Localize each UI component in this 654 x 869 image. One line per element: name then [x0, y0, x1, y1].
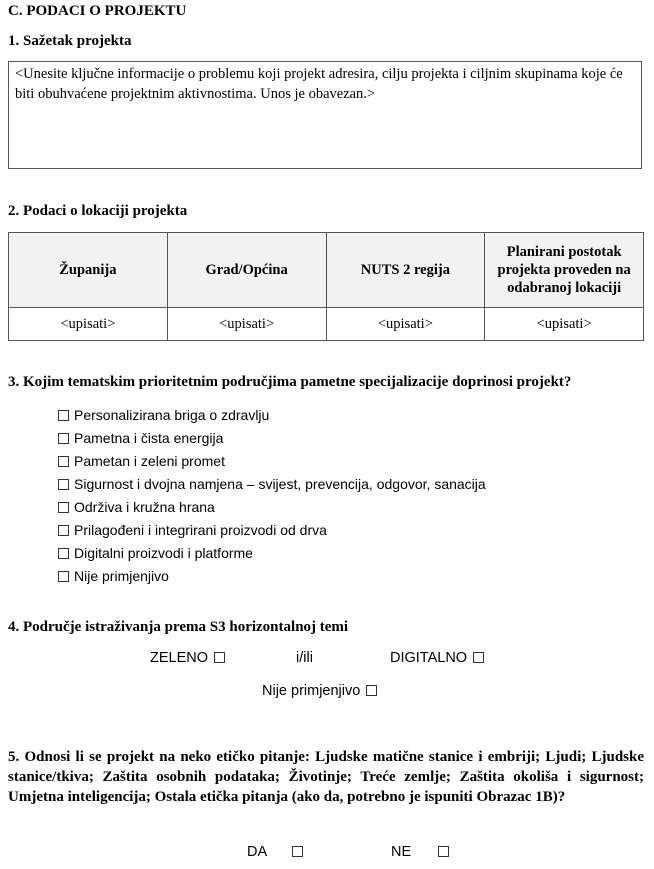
checkbox-icon[interactable] — [58, 456, 69, 467]
q4-heading: 4. Područje istraživanja prema S3 horizontalnoj temi — [8, 619, 349, 635]
column-header-city: Grad/Općina — [167, 233, 326, 308]
priority-option-digital[interactable] — [58, 542, 486, 565]
option-label: Prilagođeni i integrirani proizvodi od drva — [74, 522, 327, 538]
county-input-cell[interactable]: <upisati> — [9, 308, 168, 341]
checkbox-icon[interactable] — [58, 525, 69, 536]
section-title: C. PODACI O PROJEKTU — [8, 3, 187, 19]
project-summary-placeholder: <Unesite ključne informacije o problemu koji projekt adresira, cilju projekta i ciljnim skupinama koje će biti obuhvaćene projektnim aktivnostima. Unos je obavezan.> — [15, 66, 623, 102]
option-label: Pametna i čista energija — [74, 430, 224, 446]
checkbox-icon[interactable] — [58, 433, 69, 444]
checkbox-icon[interactable] — [366, 685, 377, 696]
checkbox-icon[interactable] — [58, 479, 69, 490]
checkbox-icon[interactable] — [58, 502, 69, 513]
q1-heading: 1. Sažetak projekta — [8, 33, 132, 49]
location-table-header — [9, 233, 644, 308]
green-option[interactable] — [150, 650, 225, 666]
priority-option-not-applicable[interactable] — [58, 565, 486, 588]
no-option[interactable] — [391, 844, 449, 860]
option-label: Sigurnost i dvojna namjena – svijest, prevencija, odgovor, sanacija — [74, 476, 486, 492]
q3-heading: 3. Kojim tematskim prioritetnim područjima pametne specijalizacije doprinosi projekt? — [8, 374, 572, 390]
digital-label: DIGITALNO — [390, 650, 468, 666]
green-label: ZELENO — [150, 650, 209, 666]
column-header-county: Županija — [9, 233, 168, 308]
option-label: Pametan i zeleni promet — [74, 453, 225, 469]
checkbox-icon[interactable] — [214, 652, 225, 663]
table-row — [9, 308, 644, 341]
checkbox-icon[interactable] — [292, 846, 303, 857]
priority-option-security[interactable] — [58, 473, 486, 496]
priority-option-energy[interactable] — [58, 427, 486, 450]
checkbox-icon[interactable] — [438, 846, 449, 857]
option-label: Personalizirana briga o zdravlju — [74, 407, 270, 423]
priority-option-wood[interactable] — [58, 519, 486, 542]
nuts2-input-cell[interactable]: <upisati> — [326, 308, 485, 341]
and-or-connector: i/ili — [296, 650, 313, 666]
checkbox-icon[interactable] — [58, 571, 69, 582]
yes-label: DA — [247, 844, 268, 860]
percentage-input-cell[interactable]: <upisati> — [485, 308, 644, 341]
q4-not-applicable-option[interactable] — [262, 683, 377, 699]
option-label: Održiva i kružna hrana — [74, 499, 215, 515]
q2-heading: 2. Podaci o lokaciji projekta — [8, 203, 188, 219]
option-label: Digitalni proizvodi i platforme — [74, 545, 253, 561]
option-label: Nije primjenjivo — [74, 568, 169, 584]
checkbox-icon[interactable] — [58, 410, 69, 421]
location-table — [8, 232, 644, 341]
priority-option-transport[interactable] — [58, 450, 486, 473]
column-header-percentage: Planirani postotak projekta proveden na odabranoj lokaciji — [485, 233, 644, 308]
yes-option[interactable] — [247, 844, 303, 860]
city-input-cell[interactable]: <upisati> — [167, 308, 326, 341]
project-summary-field[interactable] — [8, 61, 642, 169]
priority-option-food[interactable] — [58, 496, 486, 519]
q5-heading: 5. Odnosi li se projekt na neko etičko pitanje: Ljudske matične stanice i embriji; Ljudi; Ljudske stanice/tkiva; Zaštita osobnih podataka; Životinje; Treće zemlje; Zaštita okoliša i sigurnost; Umjetna inteligencija; Ostala etička pitanja (ako da, potrebno je ispuniti Obrazac 1B)? — [8, 749, 644, 805]
no-label: NE — [391, 844, 412, 860]
priority-option-health[interactable] — [58, 404, 486, 427]
not-applicable-label: Nije primjenjivo — [262, 683, 361, 699]
digital-option[interactable] — [390, 650, 484, 666]
checkbox-icon[interactable] — [58, 548, 69, 559]
column-header-nuts2: NUTS 2 regija — [326, 233, 485, 308]
checkbox-icon[interactable] — [473, 652, 484, 663]
priority-area-list — [58, 404, 486, 588]
